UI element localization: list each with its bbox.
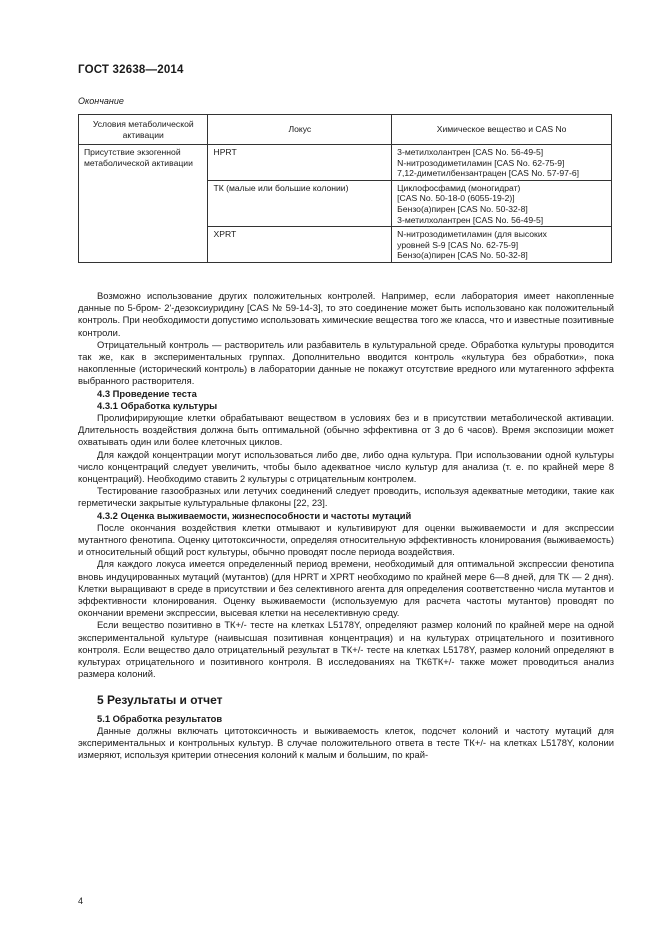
paragraph: Для каждой концентрации могут использоваться либо две, либо одна культура. При использовании одной культуры число концентраций следует увеличить, чтобы было адекватное число культур для анализа (т. е. по крайней мере 8 концентраций). Необходимо ставить 2 культуры с отрицательным контролем. — [78, 448, 614, 485]
section-heading-5: 5 Результаты и отчет — [97, 692, 223, 707]
header-activation-conditions: Условия метаболической активации — [79, 115, 208, 145]
page-number: 4 — [78, 896, 84, 906]
section-heading-5-1: 5.1 Обработка результатов — [97, 712, 223, 724]
paragraph: Тестирование газообразных или летучих соединений следует проводить, используя адекватные методики, такие как герметически закрытые культуральные флаконы [22, 23]. — [78, 485, 614, 509]
section-heading-4-3-2: 4.3.2 Оценка выживаемости, жизнеспособности и частоты мутаций — [97, 509, 412, 521]
paragraph: После окончания воздействия клетки отмывают и культивируют для оценки выживаемости и для экспрессии мутантного фенотипа. Оценку цитотоксичности, определяя относительную эффективность клонирования (выживаемость) и относительный общий рост культуры, обычно проводят после периода воздействия. — [78, 521, 614, 558]
chemicals-cell: Циклофосфамид (моногидрат) [CAS No. 50-18-0 (6055-19-2)] Бензо(а)пирен [CAS No. 50-32-8] 3-метилхолантрен [CAS No. 56-49-5] — [392, 180, 612, 226]
section-heading-4-3: 4.3 Проведение теста — [97, 387, 197, 399]
document-body — [78, 290, 614, 761]
locus-cell: ТК (малые или большие колонии) — [208, 180, 392, 226]
chemicals-cell: N-нитрозодиметиламин (для высоких уровней S-9 [CAS No. 62-75-9] Бензо(а)пирен [CAS No. 50-32-8] — [392, 227, 612, 263]
locus-cell: XPRT — [208, 227, 392, 263]
header-chemical-cas: Химическое вещество и CAS No — [392, 115, 612, 145]
locus-cell: HPRT — [208, 145, 392, 181]
paragraph: Для каждого локуса имеется определенный период времени, необходимый для оптимальной экспрессии фенотипа вновь индуцированных мутаций (мутантов) (для HPRT и XPRT необходимо по крайней мере 6—8 дней, для ТК — 2 дня). Клетки выращивают в среде в присутствии и без селективного агента для определения соответственно числа мутантов и эффективности клонирования. Оценку выживаемости (используемую для расчета частоты мутантов) проводят по окончании времени экспрессии, высевая клетки на неселективную среду. — [78, 558, 614, 619]
table-header-row — [79, 115, 612, 145]
table-continued-label: Окончание — [78, 96, 124, 106]
paragraph: Данные должны включать цитотоксичность и выживаемость клеток, подсчет колоний и частоту мутаций для экспериментальных и контрольных культур. В случае положительного ответа в тесте ТК+/- на клетках L5178Y, колонии измеряют, используя критерии отнесения колоний к малым и большим, по край- — [78, 724, 614, 761]
table-row — [79, 145, 612, 181]
activation-condition-cell: Присутствие экзогенной метаболической активации — [79, 145, 208, 263]
header-locus: Локус — [208, 115, 392, 145]
paragraph: Пролифирирующие клетки обрабатывают веществом в условиях без и в присутствии метаболической активации. Длительность воздействия должна быть оптимальной (обычно эффективна от 3 до 6 часов). Время экспозиции может охватывать один или более клеточных циклов. — [78, 412, 614, 448]
paragraph: Возможно использование других положительных контролей. Например, если лаборатория имеет накопленные данные по 5-бром- 2'-дезоксиуридину [CAS № 59-14-3], то это соединение может быть использовано как положительный контроль. При необходимости допустимо использовать химические вещества того же класса, что и известные позитивные контроли. — [78, 290, 614, 338]
document-title: ГОСТ 32638—2014 — [78, 64, 184, 76]
chemicals-cell: 3-метилхолантрен [CAS No. 56-49-5] N-нитрозодиметиламин [CAS No. 62-75-9] 7,12-диметилбензантрацен [CAS No. 57-97-6] — [392, 145, 612, 181]
paragraph: Отрицательный контроль — растворитель или разбавитель в культуральной среде. Обработка культуры проводится так же, как в экспериментальных группах. Дополнительно вводится контроль «культура без обработки», пока накопленные (исторический контроль) в лаборатории данные не покажут отсутствие вредного или мутагенного эффекта выбранного растворителя. — [78, 338, 614, 387]
section-heading-4-3-1: 4.3.1 Обработка культуры — [97, 399, 218, 411]
positive-controls-table — [78, 114, 612, 263]
paragraph: Если вещество позитивно в ТК+/- тесте на клетках L5178Y, определяют размер колоний по крайней мере на одной экспериментальной культуре (наивысшая позитивная концентрация) и на культурах отрицательного и позитивного контроля. Если вещество дало отрицательный результат в ТК+/- тесте на клетках L5178Y, размер колоний определяют в культурах отрицательного и позитивного контроля. В исследованиях на ТК6ТК+/- также может проводиться анализ размера колоний. — [78, 619, 614, 680]
